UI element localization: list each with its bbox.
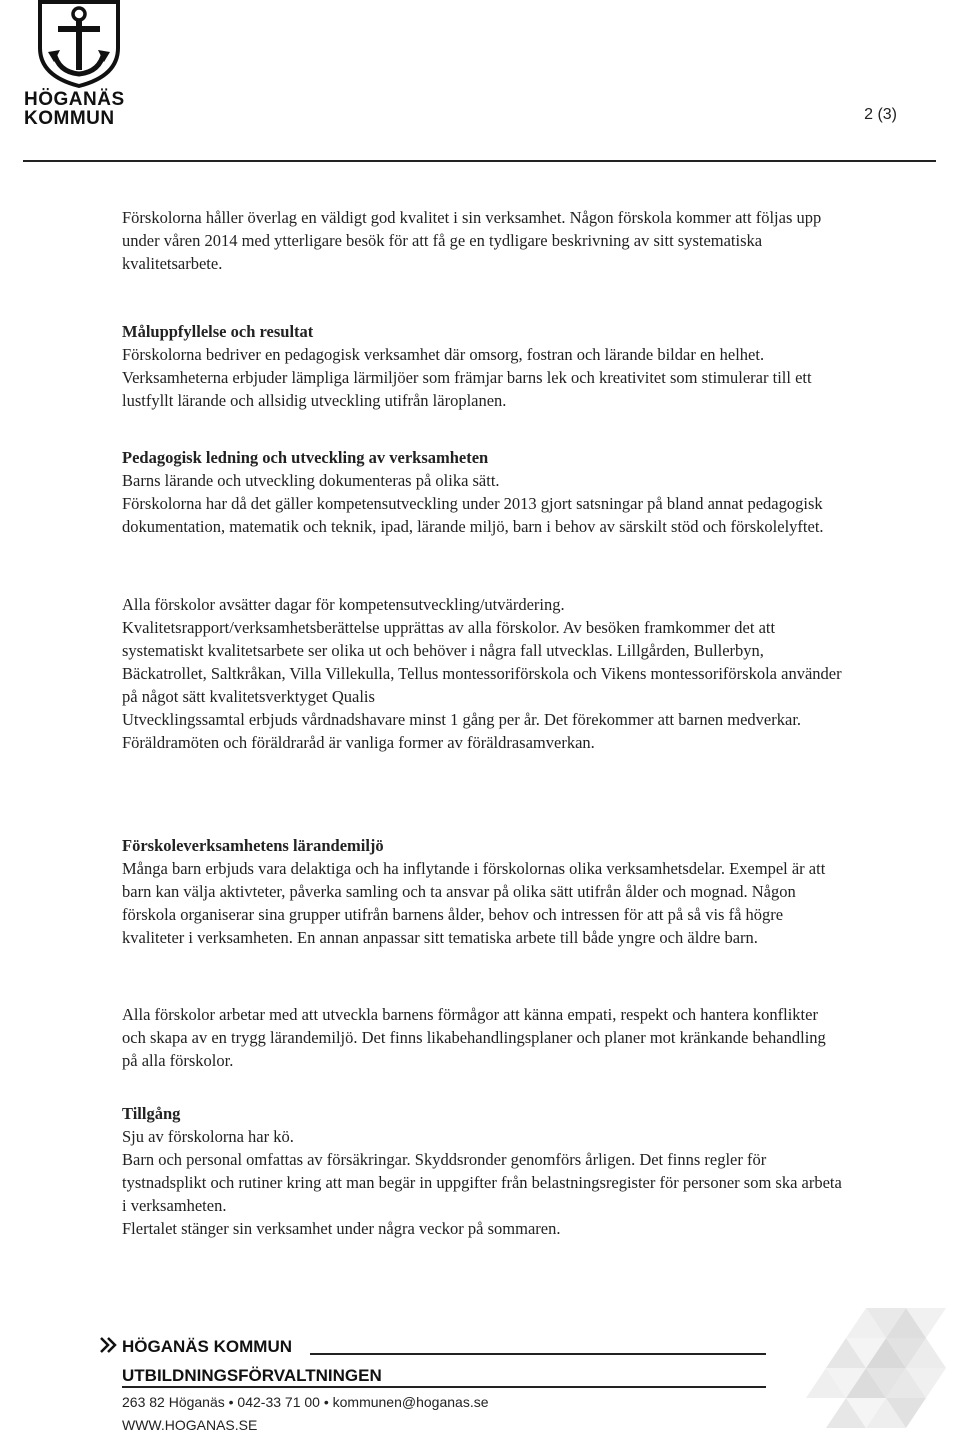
logo-wordmark [24,90,136,128]
section-tillgang [122,1102,842,1240]
paragraph-empati [122,1003,842,1072]
section-heading: Måluppfyllelse och resultat [122,322,314,341]
section-kompetens [122,593,842,754]
hoganas-logo [24,0,136,130]
anchor-shield-icon [36,0,122,88]
paragraph: Barn och personal omfattas av försäkringar. Skyddsronder genomförs årligen. Det finns regler för tystnadsplikt och rutiner kring att man begär in uppgifter från belastningsregister för personer som ska arbeta i verksamheten. [122,1150,842,1215]
paragraph: Flertalet stänger sin verksamhet under några veckor på sommaren. [122,1219,561,1238]
paragraph: Alla förskolor avsätter dagar för kompetensutveckling/utvärdering. [122,595,565,614]
footer-divider [310,1353,766,1355]
paragraph: Utvecklingssamtal erbjuds vårdnadshavare minst 1 gång per år. Det förekommer att barnen medverkar. [122,710,802,729]
paragraph: Sju av förskolorna har kö. [122,1127,294,1146]
header-divider [23,160,936,162]
logo-line-2: KOMMUN [24,108,115,129]
paragraph: Kvalitetsrapport/verksamhetsberättelse upprättas av alla förskolor. Av besöken framkommer det att systematiskt kvalitetsarbete ser olika ut och behöver i några fall utvecklas. Lillgården, Bullerbyn, Bäckatrollet, Saltkråkan, Villa Villekulla, Tellus montessoriförskola och Vikens montessoriförskola använder på något sätt kvalitetsverktyget Qualis [122,618,842,706]
section-heading: Förskoleverksamhetens lärandemiljö [122,836,384,855]
logo-line-1: HÖGANÄS [24,89,125,110]
paragraph: Förskolorna har då det gäller kompetensutveckling under 2013 gjort satsningar på bland annat pedagogisk dokumentation, matematik och teknik, ipad, lärande miljö, barn i behov av särskilt stöd och förskolelyftet. [122,494,824,536]
page-number: 2 (3) [864,106,897,123]
section-heading: Tillgång [122,1104,181,1123]
paragraph: Alla förskolor arbetar med att utveckla barnens förmågor att känna empati, respekt och hantera konflikter och skapa av en trygg lärandemiljö. Det finns likabehandlingsplaner och planer mot kränkande behandling på alla förskolor. [122,1005,826,1070]
section-pedagogisk-ledning [122,446,842,538]
paragraph: Barns lärande och utveckling dokumenteras på olika sätt. [122,471,500,490]
footer-divider [122,1386,766,1388]
footer-arrow-icon [100,1337,118,1353]
paragraph: Föräldramöten och föräldraråd är vanliga former av föräldrasamverkan. [122,733,595,752]
footer-contact: 263 82 Höganäs • 042-33 71 00 • kommunen@hoganas.se [122,1394,489,1410]
paragraph: Förskolorna håller överlag en väldigt god kvalitet i sin verksamhet. Någon förskola kommer att följas upp under våren 2014 med ytterligare besök för att få ge en tydligare beskrivning av sitt systematiska kvalitetsarbete. [122,208,822,273]
footer-department: UTBILDNINGSFÖRVALTNINGEN [122,1366,382,1385]
section-maluppfyllelse [122,320,842,412]
section-larandemiljo [122,834,842,949]
decorative-triangle-pattern [806,1308,956,1448]
paragraph: Många barn erbjuds vara delaktiga och ha inflytande i förskolornas olika verksamhetsdelar. Exempel är att barn kan välja aktivteter, påverka samling och ta ansvar på olika sätt utifrån ålder och mognad. Någon förskola organiserar sina grupper utifrån barnens ålder, behov och intressen för att på så vis få högre kvaliteter i verksamheten. En annan anpassar sitt tematiska arbete till både yngre och äldre barn. [122,859,826,947]
paragraph: Förskolorna bedriver en pedagogisk verksamhet där omsorg, fostran och lärande bildar en helhet. Verksamheterna erbjuder lämpliga lärmiljöer som främjar barns lek och kreativitet som stimulerar till ett lustfyllt lärande och allsidig utveckling utifrån läroplanen. [122,345,812,410]
paragraph-intro [122,206,842,275]
section-heading: Pedagogisk ledning och utveckling av verksamheten [122,448,489,467]
footer-website-link[interactable]: WWW.HOGANAS.SE [122,1417,258,1433]
footer-org-name: HÖGANÄS KOMMUN [122,1337,292,1356]
